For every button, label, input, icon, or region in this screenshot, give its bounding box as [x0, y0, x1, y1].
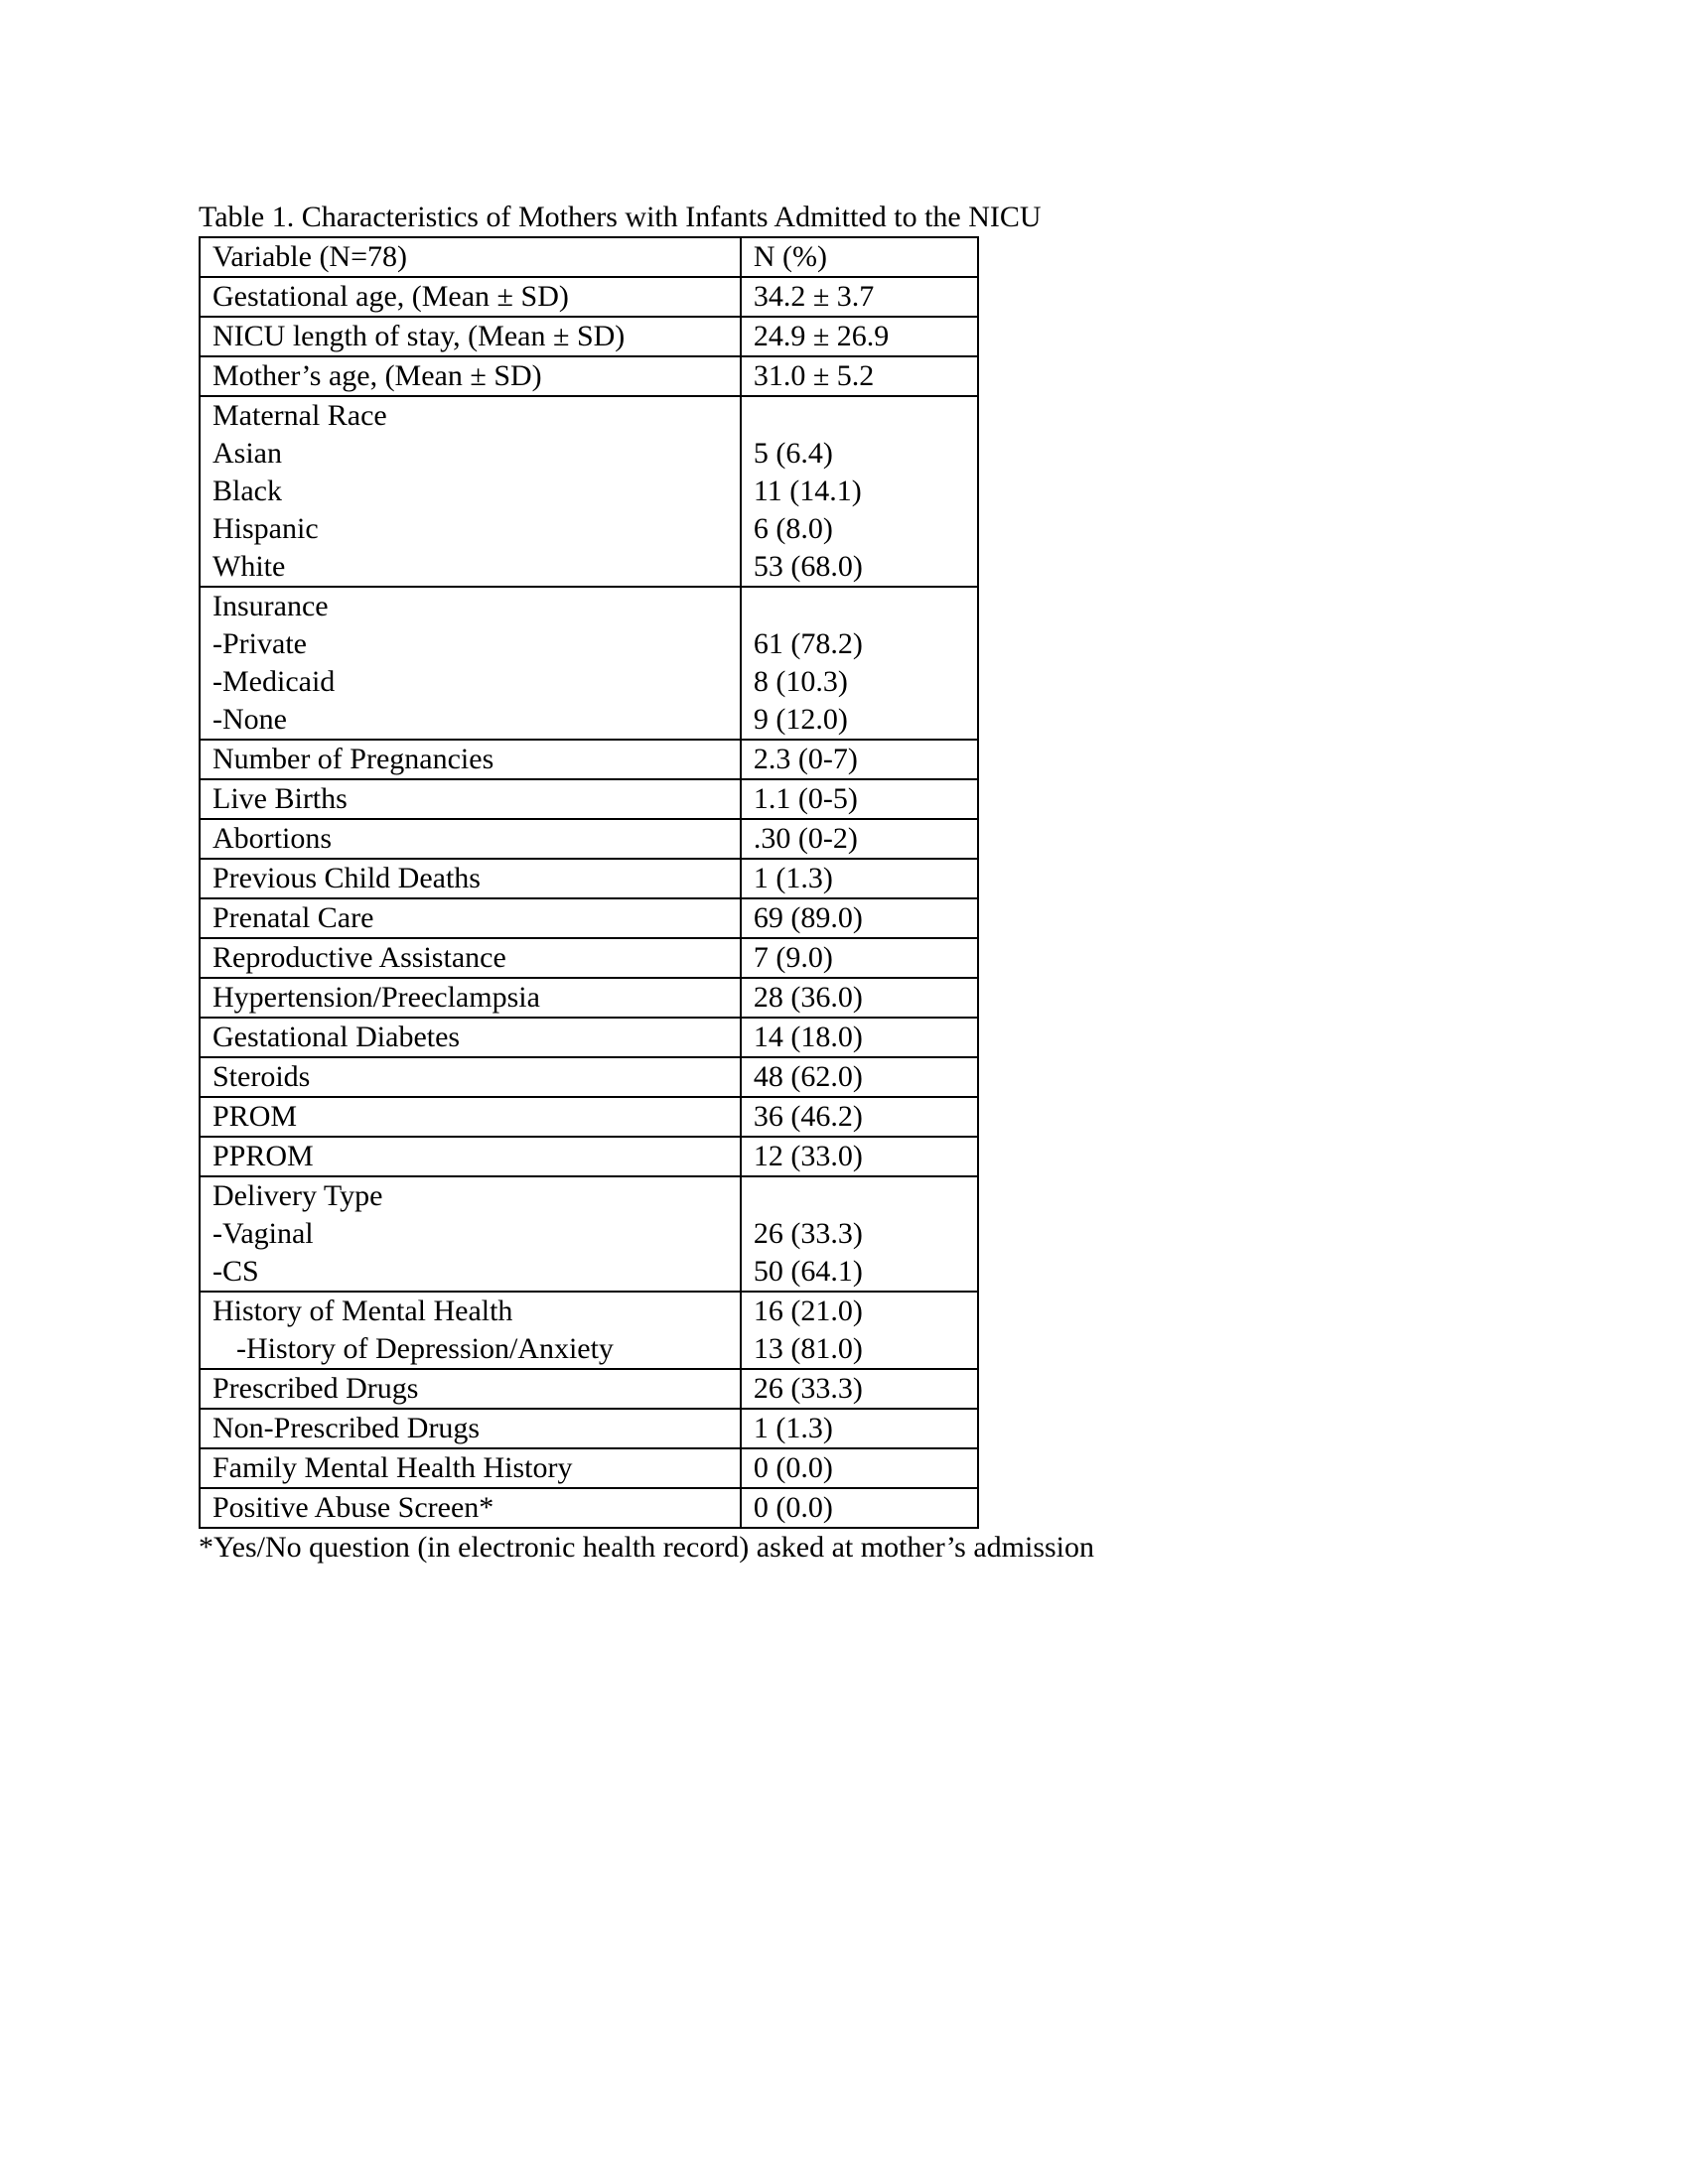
value-label: 5 (6.4) [753, 437, 833, 470]
variable-label: -Vaginal [212, 1217, 314, 1250]
variable-cell [200, 978, 741, 1018]
variable-label: Mother’s age, (Mean ± SD) [212, 359, 542, 392]
table-row-live-births [200, 779, 978, 819]
table-row-prenatal-care [200, 898, 978, 938]
value-cell [741, 819, 978, 859]
value-cell [741, 587, 978, 740]
variable-cell [200, 587, 741, 740]
value-cell [741, 978, 978, 1018]
value-cell [741, 1097, 978, 1137]
value-cell [741, 779, 978, 819]
value-label: 36 (46.2) [753, 1100, 863, 1133]
variable-cell [200, 356, 741, 396]
variable-label: Prescribed Drugs [212, 1372, 419, 1405]
value-label: 14 (18.0) [753, 1021, 863, 1053]
variable-cell [200, 1018, 741, 1057]
variable-cell [200, 819, 741, 859]
variable-label: Abortions [212, 822, 332, 855]
variable-cell [200, 1097, 741, 1137]
header-variable-label: Variable (N=78) [212, 240, 408, 273]
value-label: 16 (21.0) [753, 1295, 863, 1327]
value-label [754, 588, 965, 625]
value-cell [741, 277, 978, 317]
table-row-prom [200, 1097, 978, 1137]
value-cell [741, 740, 978, 779]
value-cell [741, 938, 978, 978]
variable-label: Hypertension/Preeclampsia [212, 981, 540, 1014]
value-label: 24.9 ± 26.9 [753, 320, 890, 352]
table-row-insurance [200, 587, 978, 740]
value-label [754, 397, 965, 435]
variable-label: Insurance [212, 590, 329, 622]
value-label: 13 (81.0) [753, 1332, 863, 1365]
value-label: 1 (1.3) [753, 862, 833, 894]
table-row-delivery-type [200, 1176, 978, 1292]
variable-label: PROM [212, 1100, 298, 1133]
value-cell [741, 1448, 978, 1488]
value-cell [741, 1018, 978, 1057]
table-row-nicu-length-of-stay [200, 317, 978, 356]
variable-label: NICU length of stay, (Mean ± SD) [212, 320, 626, 352]
value-cell [741, 1137, 978, 1176]
table-row-mothers-age [200, 356, 978, 396]
variable-label: Asian [212, 437, 282, 470]
variable-cell [200, 1176, 741, 1292]
value-cell [741, 1369, 978, 1409]
table-row-number-of-pregnancies [200, 740, 978, 779]
variable-label: -Medicaid [212, 665, 336, 698]
value-label: 31.0 ± 5.2 [753, 359, 875, 392]
value-label: 0 (0.0) [753, 1451, 833, 1484]
value-cell [741, 898, 978, 938]
value-label: 1 (1.3) [753, 1412, 833, 1444]
value-cell [741, 1057, 978, 1097]
variable-label: Live Births [212, 782, 348, 815]
variable-cell [200, 1488, 741, 1528]
table-row-positive-abuse-screen [200, 1488, 978, 1528]
variable-cell [200, 740, 741, 779]
variable-label: Positive Abuse Screen* [212, 1491, 494, 1524]
table-row-previous-child-deaths [200, 859, 978, 898]
variable-label: -History of Depression/Anxiety [236, 1332, 614, 1365]
variable-label: Gestational Diabetes [212, 1021, 461, 1053]
variable-label: Gestational age, (Mean ± SD) [212, 280, 569, 313]
variable-label: Hispanic [212, 512, 319, 545]
header-value-cell [741, 237, 978, 277]
value-label: 2.3 (0-7) [753, 743, 858, 775]
variable-label: Maternal Race [212, 399, 387, 432]
value-label: 1.1 (0-5) [753, 782, 858, 815]
table-row-gestational-diabetes [200, 1018, 978, 1057]
value-label: 48 (62.0) [753, 1060, 863, 1093]
table-header-row [200, 237, 978, 277]
variable-label: Delivery Type [212, 1179, 383, 1212]
table-row-gestational-age [200, 277, 978, 317]
value-label: 61 (78.2) [753, 627, 863, 660]
variable-cell [200, 1369, 741, 1409]
variable-label: Non-Prescribed Drugs [212, 1412, 481, 1444]
value-cell [741, 859, 978, 898]
variable-label: PPROM [212, 1140, 314, 1172]
table-row-family-mental-health-history [200, 1448, 978, 1488]
table-row-non-prescribed-drugs [200, 1409, 978, 1448]
value-cell [741, 1292, 978, 1369]
table-footnote: *Yes/No question (in electronic health record) asked at mother’s admission [199, 1531, 1095, 1564]
value-label: 69 (89.0) [753, 901, 863, 934]
variable-cell [200, 898, 741, 938]
variable-label: Previous Child Deaths [212, 862, 481, 894]
variable-cell [200, 396, 741, 587]
value-label: 11 (14.1) [753, 475, 862, 507]
variable-label: -Private [212, 627, 307, 660]
variable-label: Family Mental Health History [212, 1451, 573, 1484]
value-label: 7 (9.0) [753, 941, 833, 974]
value-label: .30 (0-2) [753, 822, 858, 855]
table-body [200, 237, 978, 1528]
variable-cell [200, 317, 741, 356]
value-cell [741, 356, 978, 396]
variable-label: -None [212, 703, 287, 736]
table-row-reproductive-assistance [200, 938, 978, 978]
variable-cell [200, 779, 741, 819]
variable-cell [200, 1292, 741, 1369]
variable-cell [200, 938, 741, 978]
table-row-steroids [200, 1057, 978, 1097]
header-variable-cell [200, 237, 741, 277]
value-label: 26 (33.3) [753, 1217, 863, 1250]
table-row-hypertension-preeclampsia [200, 978, 978, 1018]
table-row-maternal-race [200, 396, 978, 587]
table-row-abortions [200, 819, 978, 859]
value-label: 28 (36.0) [753, 981, 863, 1014]
value-label: 0 (0.0) [753, 1491, 833, 1524]
value-label: 26 (33.3) [753, 1372, 863, 1405]
variable-cell [200, 277, 741, 317]
variable-cell [200, 1409, 741, 1448]
value-cell [741, 1409, 978, 1448]
value-label: 34.2 ± 3.7 [753, 280, 875, 313]
variable-label: White [212, 550, 286, 583]
variable-cell [200, 1057, 741, 1097]
variable-label: Black [212, 475, 282, 507]
value-label: 12 (33.0) [753, 1140, 863, 1172]
characteristics-table [199, 236, 979, 1529]
table-row-prescribed-drugs [200, 1369, 978, 1409]
value-label: 53 (68.0) [753, 550, 863, 583]
table-row-pprom [200, 1137, 978, 1176]
variable-label: Reproductive Assistance [212, 941, 506, 974]
variable-cell [200, 859, 741, 898]
variable-label: Prenatal Care [212, 901, 374, 934]
value-label: 6 (8.0) [753, 512, 833, 545]
variable-label: -CS [212, 1255, 259, 1288]
variable-cell [200, 1448, 741, 1488]
value-label [754, 1177, 965, 1215]
header-value-label: N (%) [753, 240, 827, 273]
table-caption: Table 1. Characteristics of Mothers with Infants Admitted to the NICU [199, 201, 1042, 233]
variable-label: Steroids [212, 1060, 311, 1093]
value-cell [741, 1488, 978, 1528]
value-cell [741, 1176, 978, 1292]
variable-cell [200, 1137, 741, 1176]
value-cell [741, 317, 978, 356]
value-label: 8 (10.3) [753, 665, 848, 698]
table-row-history-of-mental-health [200, 1292, 978, 1369]
value-label: 9 (12.0) [753, 703, 848, 736]
value-label: 50 (64.1) [753, 1255, 863, 1288]
variable-label: History of Mental Health [212, 1295, 513, 1327]
variable-label: Number of Pregnancies [212, 743, 494, 775]
value-cell [741, 396, 978, 587]
